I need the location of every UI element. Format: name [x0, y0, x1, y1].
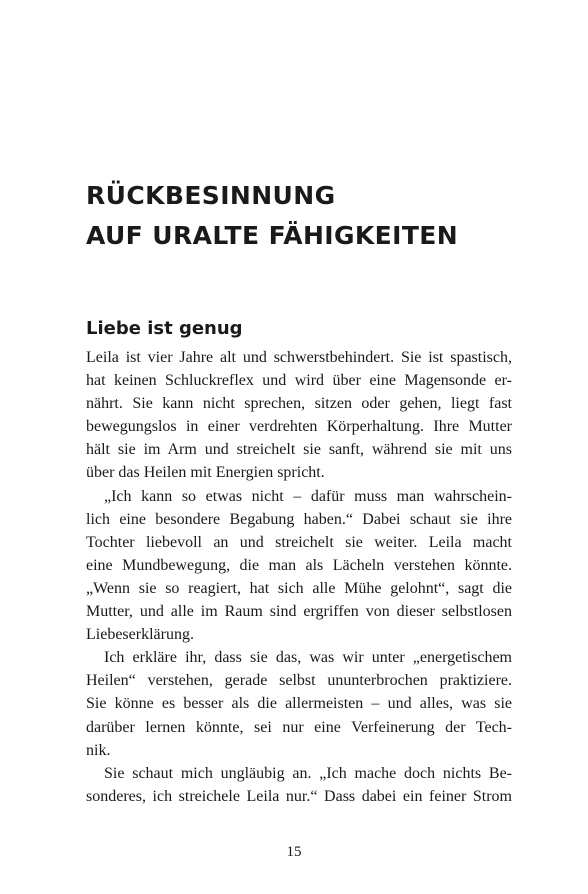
text-line: bewegungslos in einer verdrehten Körperhaltung. Ihre Mutter — [86, 418, 512, 436]
text-line: Sie könne es besser als die allermeisten – und alles, was sie — [86, 695, 512, 713]
text-line: Sie schaut mich ungläubig an. „Ich mache doch nichts Be- — [104, 764, 512, 782]
text-line: „Wenn sie so reagiert, hat sich alle Mühe gelohnt“, sagt die — [86, 579, 512, 597]
text-line: Tochter liebevoll an und streichelt sie weiter. Leila macht — [86, 533, 512, 551]
text-line: über das Heilen mit Energien spricht. — [86, 464, 325, 482]
body-text — [86, 346, 512, 808]
text-line: hält sie im Arm und streichelt sie sanft, während sie mit uns — [86, 441, 512, 459]
text-line: Heilen“ verstehen, gerade selbst ununterbrochen praktiziere. — [86, 672, 512, 690]
chapter-title — [86, 176, 458, 256]
text-line: Ich erkläre ihr, dass sie das, was wir unter „energetischem — [104, 649, 512, 667]
text-line: eine Mundbewegung, die man als Lächeln verstehen könnte. — [86, 556, 512, 574]
text-line: Liebeserklärung. — [86, 626, 194, 644]
section-heading: Liebe ist genug — [86, 318, 243, 339]
chapter-title-line: AUF URALTE FÄHIGKEITEN — [86, 221, 459, 250]
text-line: Leila ist vier Jahre alt und schwerstbehindert. Sie ist spastisch, — [86, 349, 512, 366]
text-line: Mutter, und alle im Raum sind ergriffen von dieser selbstlosen — [86, 603, 512, 621]
text-line: darüber lernen könnte, sei nur eine Verfeinerung der Tech- — [86, 718, 512, 736]
chapter-title-line: RÜCKBESINNUNG — [86, 181, 336, 210]
text-line: hat keinen Schluckreflex und wird über eine Magensonde er- — [86, 372, 512, 390]
text-line: nik. — [86, 741, 111, 759]
text-line: nährt. Sie kann nicht sprechen, sitzen oder gehen, liegt fast — [86, 395, 512, 413]
text-line: sonderes, ich streichele Leila nur.“ Dass dabei ein feiner Strom — [86, 787, 512, 805]
text-line: lich eine besondere Begabung haben.“ Dabei schaut sie ihre — [86, 510, 512, 528]
text-line: „Ich kann so etwas nicht – dafür muss man wahrschein- — [104, 487, 512, 505]
page-number: 15 — [286, 844, 302, 860]
